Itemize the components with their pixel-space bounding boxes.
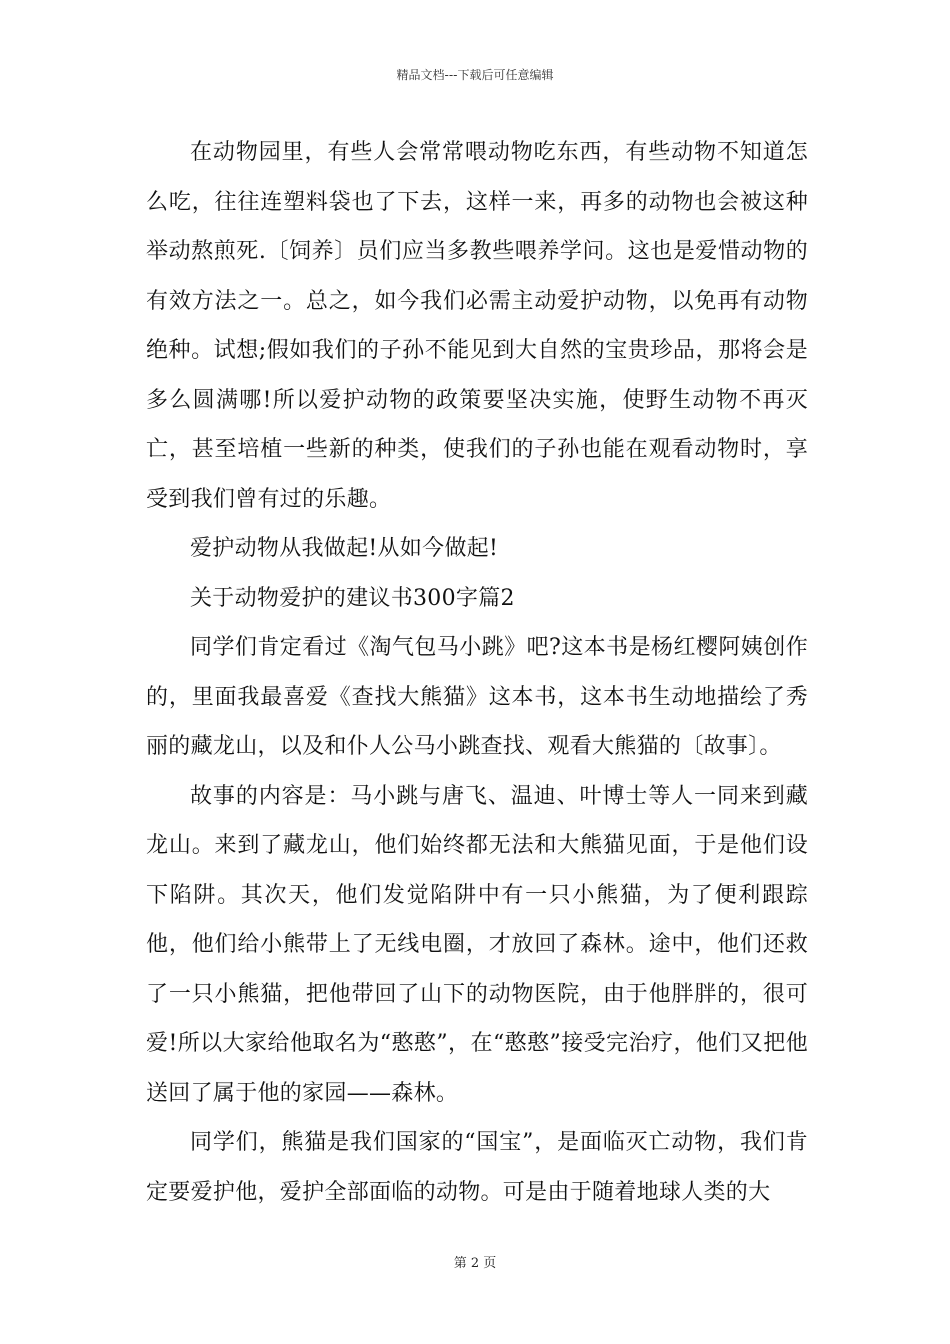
paragraph-1: 在动物园里，有些人会常常喂动物吃东西，有些动物不知道怎么吃，往往连塑料袋也了下去，这样一来，再多的动物也会被这种举动熬煎死.〔饲养〕员们应当多教些喂养学问。这也是爱惜动物的有效方法之一。总之，如今我们必需主动爱护动物，以免再有动物绝种。试想;假如我们的子孙不能见到大自然的宝贵珍品，那将会是多么圆满哪!所以爱护动物的政策要坚决实施，使野生动物不再灭亡，甚至培植一些新的种类，使我们的子孙也能在观看动物时，享受到我们曾有过的乐趣。 [146,140,808,512]
page-header: 精品文档---下载后可任意编辑 [396,68,554,82]
paragraph-2: 爱护动物从我做起!从如今做起! [190,536,499,561]
section-heading: 关于动物爱护的建议书300字篇2 [190,585,515,611]
paragraph-3: 同学们肯定看过《淘气包马小跳》吧?这本书是杨红樱阿姨创作的，里面我最喜爱《查找大熊猫》这本书，这本书生动地描绘了秀丽的藏龙山，以及和仆人公马小跳查找、观看大熊猫的〔故事〕。 [146,635,808,759]
document-body [146,128,808,1217]
paragraph-4: 故事的内容是：马小跳与唐飞、温迪、叶博士等人一同来到藏龙山。来到了藏龙山，他们始终都无法和大熊猫见面，于是他们设下陷阱。其次天，他们发觉陷阱中有一只小熊猫，为了便利跟踪他，他们给小熊带上了无线电圈，才放回了森林。途中，他们还救了一只小熊猫，把他带回了山下的动物医院，由于他胖胖的，很可爱!所以大家给他取名为“憨憨”，在“憨憨”接受完治疗，他们又把他送回了属于他的家园——森林。 [146,783,808,1106]
paragraph-5: 同学们，熊猫是我们国家的“国宝”，是面临灭亡动物，我们肯定要爱护他，爱护全部面临的动物。可是由于随着地球人类的大 [146,1130,808,1205]
page-number: 第 2 页 [453,1256,497,1271]
